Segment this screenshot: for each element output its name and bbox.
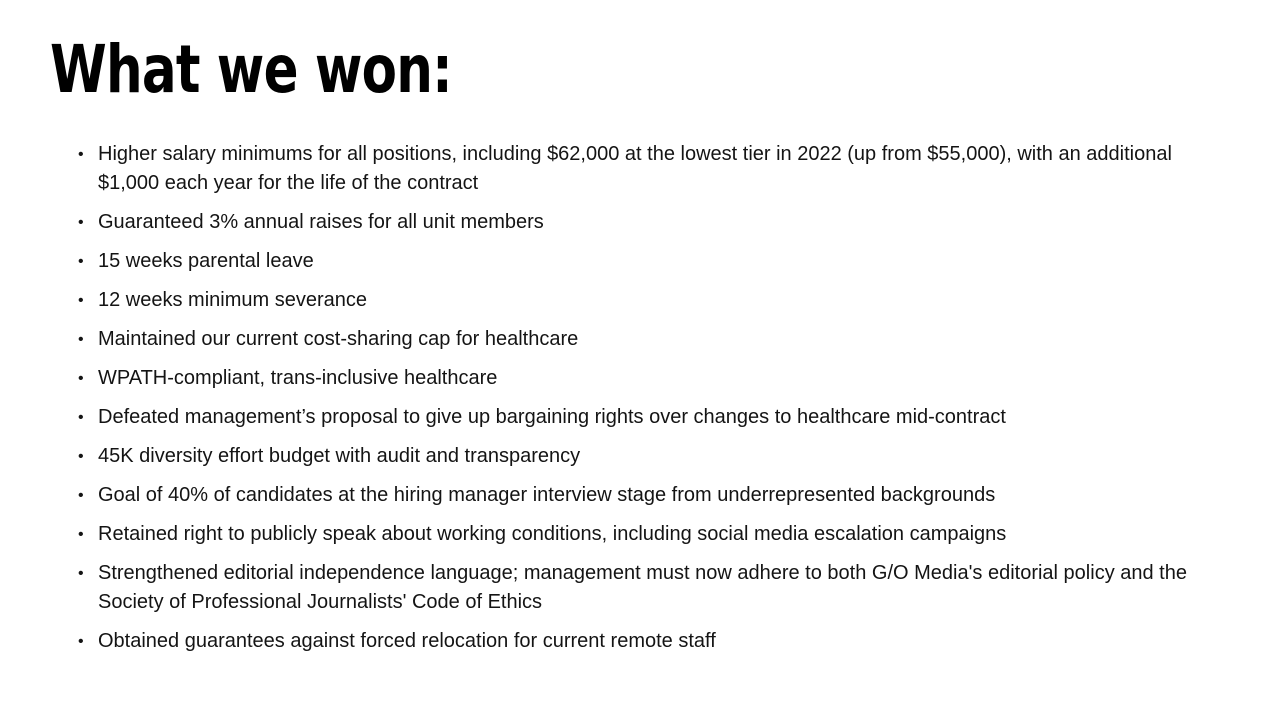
bullet-dot-icon: • <box>78 146 84 163</box>
bullet-text: Strengthened editorial independence language; management must now adhere to both G/O Media's editorial policy and the Society of Professional Journalists' Code of Ethics <box>98 562 1187 613</box>
bullet-dot-icon: • <box>78 253 84 270</box>
bullet-text: Retained right to publicly speak about working conditions, including social media escalation campaigns <box>98 523 1007 545</box>
bullet-text: WPATH-compliant, trans-inclusive healthcare <box>98 367 498 389</box>
bullet-text: Guaranteed 3% annual raises for all unit members <box>98 211 544 233</box>
bullet-dot-icon: • <box>78 214 84 231</box>
bullet-item <box>78 325 1198 354</box>
bullet-text: 15 weeks parental leave <box>98 250 314 272</box>
bullet-text: Maintained our current cost-sharing cap for healthcare <box>98 328 579 350</box>
bullet-text: Goal of 40% of candidates at the hiring manager interview stage from underrepresented backgrounds <box>98 484 996 506</box>
bullet-dot-icon: • <box>78 526 84 543</box>
bullet-item <box>78 559 1198 617</box>
bullet-text: 45K diversity effort budget with audit and transparency <box>98 445 581 467</box>
bullet-dot-icon: • <box>78 448 84 465</box>
bullet-dot-icon: • <box>78 565 84 582</box>
bullet-dot-icon: • <box>78 292 84 309</box>
bullet-dot-icon: • <box>78 487 84 504</box>
bullet-dot-icon: • <box>78 633 84 650</box>
bullet-item <box>78 442 1198 471</box>
bullet-text: Defeated management’s proposal to give up bargaining rights over changes to healthcare mid-contract <box>98 406 1006 428</box>
bullet-text: Obtained guarantees against forced relocation for current remote staff <box>98 630 716 652</box>
slide-title: What we won: <box>50 31 452 108</box>
bullet-item <box>78 364 1198 393</box>
bullet-dot-icon: • <box>78 409 84 426</box>
bullet-item <box>78 140 1198 198</box>
bullet-list <box>78 140 1198 666</box>
bullet-item <box>78 247 1198 276</box>
bullet-text: 12 weeks minimum severance <box>98 289 367 311</box>
bullet-dot-icon: • <box>78 331 84 348</box>
bullet-item <box>78 403 1198 432</box>
bullet-item <box>78 286 1198 315</box>
bullet-text: Higher salary minimums for all positions, including $62,000 at the lowest tier in 2022 (up from $55,000), with an additional $1,000 each year for the life of the contract <box>98 143 1172 194</box>
bullet-item <box>78 520 1198 549</box>
bullet-item <box>78 481 1198 510</box>
bullet-item <box>78 627 1198 656</box>
bullet-item <box>78 208 1198 237</box>
bullet-dot-icon: • <box>78 370 84 387</box>
